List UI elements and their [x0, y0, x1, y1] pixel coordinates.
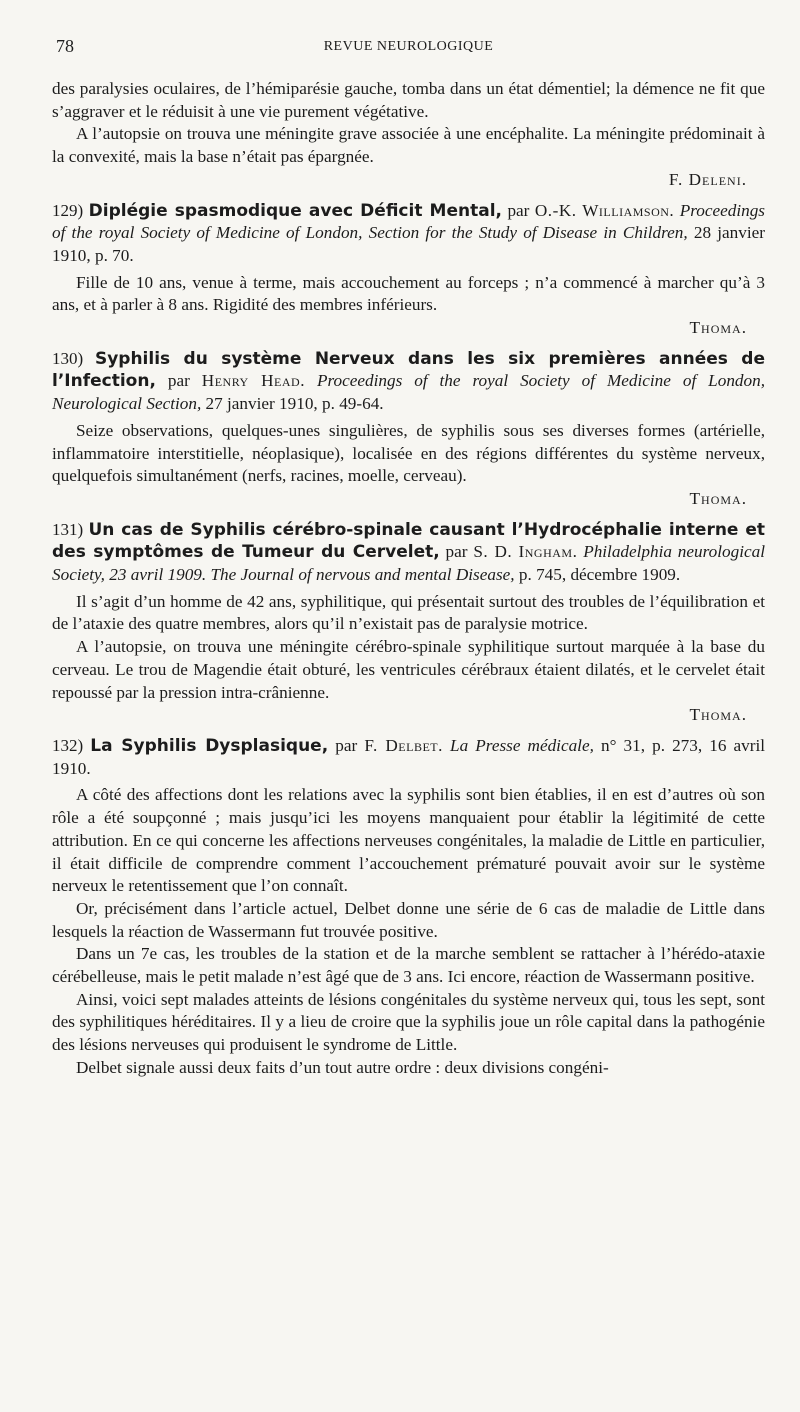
- entry-author: O.-K. Williamson.: [534, 200, 675, 220]
- entry-signature: Thoma.: [689, 318, 747, 338]
- page-content: [52, 78, 765, 1080]
- entry-author: F. Delbet.: [364, 735, 443, 755]
- entry-heading: [52, 348, 765, 416]
- entry-paragraph: Il s’agit d’un homme de 42 ans, syphilitique, qui présentait surtout des troubles de l’équilibration et de l’ataxie des quatre membres, alors qu’il n’existait pas de paralysie motrice.: [52, 591, 765, 634]
- entry-number: 131): [52, 519, 84, 539]
- entry-date: 28 janvier 1910, p. 70.: [52, 223, 765, 265]
- page-header: [52, 36, 765, 60]
- abstract-entry-131: [52, 519, 765, 727]
- entry-title: Syphilis du système Nerveux dans les six premières années de l’Infection,: [52, 348, 766, 392]
- intro-paragraph: des paralysies oculaires, de l’hémiparésie gauche, tomba dans un état démentiel; la démence ne fit que s’aggraver et le réduisit à une vie purement végétative.: [52, 79, 765, 121]
- entry-heading: [52, 519, 765, 587]
- entry-date: n° 31, p. 273, 16 avril 1910.: [52, 735, 766, 778]
- entry-reference: Philadelphia neurological Society, 23 avril 1909. The Journal of nervous and mental Disease,: [52, 542, 765, 585]
- entry-author-prefix: par: [328, 735, 365, 755]
- entry-number: 130): [52, 348, 84, 368]
- entry-paragraph: Delbet signale aussi deux faits d’un tout autre ordre : deux divisions congéni-: [76, 1057, 609, 1077]
- abstract-entry-132: [52, 735, 765, 1080]
- entry-author-prefix: par: [155, 371, 202, 391]
- entry-paragraph: Or, précisément dans l’article actuel, Delbet donne une série de 6 cas de maladie de Little dans lesquels la réaction de Wassermann fut trouvée positive.: [52, 898, 765, 941]
- entry-paragraph: Seize observations, quelques-unes singulières, de syphilis sous ses diverses formes (artérielle, inflammatoire interstitielle, néoplasique), localisée en des régions différentes du système nerveux, quelquefois simultanément (nerfs, racines, moelle, cerveau).: [52, 420, 765, 486]
- entry-signature: Thoma.: [689, 705, 747, 725]
- entry-paragraph: A l’autopsie, on trouva une méningite cérébro-spinale syphilitique surtout marquée à la base du cerveau. Le trou de Magendie était obturé, les ventricules cérébraux étaient dilatés, et le cervelet était repoussé par la pression intra-crânienne.: [52, 637, 765, 702]
- entry-signature: Thoma.: [689, 488, 747, 508]
- abstract-entry-129: [52, 200, 765, 340]
- entry-author: Henry Head.: [201, 371, 306, 391]
- entry-title: La Syphilis Dysplasique,: [90, 735, 329, 756]
- entry-paragraph: Fille de 10 ans, venue à terme, mais accouchement au forceps ; n’a commencé à marcher qu’à 3 ans, et à parler à 8 ans. Rigidité des membres inférieurs.: [52, 272, 765, 315]
- entry-author: S. D. Ingham.: [473, 542, 578, 562]
- entry-title: Un cas de Syphilis cérébro-spinale causant l’Hydrocéphalie interne et des symptômes de Tumeur du Cervelet,: [52, 519, 766, 563]
- entry-paragraph: Ainsi, voici sept malades atteints de lésions congénitales du système nerveux qui, tous les sept, sont des syphilitiques héréditaires. Il y a lieu de croire que la syphilis joue un rôle capital dans la pathogénie des lésions nerveuses qui produisent le syndrome de Little.: [52, 989, 765, 1055]
- entry-title: Diplégie spasmodique avec Déficit Mental,: [88, 200, 502, 221]
- running-title: REVUE NEUROLOGIQUE: [323, 39, 494, 54]
- entry-number: 129): [52, 200, 84, 220]
- entry-reference: Proceedings of the royal Society of Medicine of London, Neurological Section,: [52, 371, 765, 414]
- entry-paragraph: A côté des affections dont les relations avec la syphilis sont bien établies, il en est d’autres où son rôle a été soupçonné ; mais jusqu’ici les moyens manquaient pour établir la légitimité de cette attribution. En ce qui concerne les affections nerveuses congénitales, la maladie de Little en particulier, il était difficile de comprendre comment l’accouchement prématuré pouvait avoir sur le système nerveux le retentissement que l’on connaît.: [52, 785, 765, 896]
- page-number: 78: [56, 36, 74, 56]
- abstract-entry-130: [52, 348, 765, 511]
- entry-reference: Proceedings of the royal Society of Medicine of London, Section for the Study of Disease in Children,: [52, 200, 765, 243]
- entry-paragraph: Dans un 7e cas, les troubles de la station et de la marche semblent se rattacher à l’hérédo-ataxie cérébelleuse, mais le petit malade n’est âgé que de 3 ans. Ici encore, réaction de Wassermann positive.: [52, 944, 765, 987]
- intro-autopsy-paragraph: A l’autopsie on trouva une méningite grave associée à une encéphalite. La méningite prédominait à la convexité, mais la base n’était pas épargnée.: [52, 124, 765, 167]
- entry-heading: [52, 200, 765, 268]
- entry-date: 27 janvier 1910, p. 49-64.: [201, 394, 384, 414]
- entry-author-prefix: par: [439, 542, 474, 562]
- entry-date: p. 745, décembre 1909.: [514, 565, 681, 585]
- intro-signature: F. Deleni.: [668, 169, 747, 189]
- entry-author-prefix: par: [501, 200, 535, 220]
- entry-number: 132): [52, 735, 84, 755]
- entry-heading: [52, 735, 765, 780]
- entry-reference: La Presse médicale,: [442, 735, 594, 755]
